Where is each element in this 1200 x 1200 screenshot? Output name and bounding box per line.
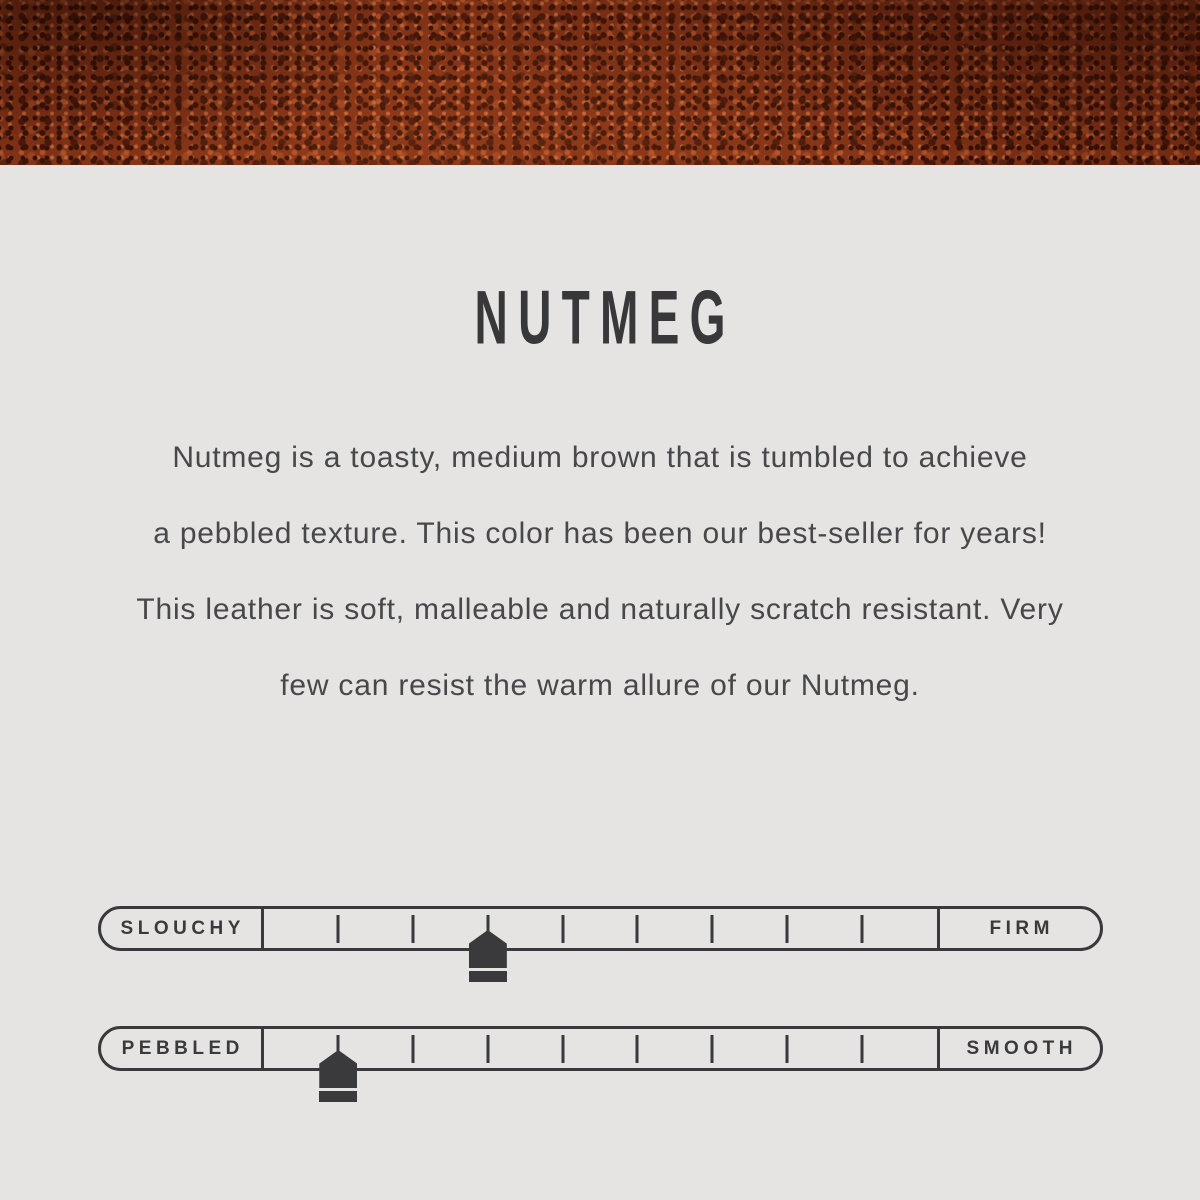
- marker-pointer-icon: [319, 1050, 357, 1088]
- scale-tick: [412, 915, 415, 943]
- marker-base-icon: [319, 1091, 357, 1102]
- scale-left-label-text: SLOUCHY: [120, 917, 245, 939]
- texture-scale-track: [264, 1029, 937, 1068]
- scale-tick: [785, 1035, 788, 1063]
- scale-tick: [860, 915, 863, 943]
- marker-base-icon: [469, 971, 507, 982]
- scale-tick: [860, 1035, 863, 1063]
- description-line: a pebbled texture. This color has been our best-seller for years!: [153, 517, 1047, 550]
- page-title: [0, 275, 1200, 361]
- scale-tick: [412, 1035, 415, 1063]
- scale-tick: [785, 915, 788, 943]
- scale-left-label-text: PEBBLED: [121, 1037, 244, 1059]
- scale-tick: [337, 915, 340, 943]
- scale-right-label-text: SMOOTH: [966, 1037, 1077, 1059]
- scale-tick: [561, 1035, 564, 1063]
- scale-tick: [711, 915, 714, 943]
- description-line: Nutmeg is a toasty, medium brown that is tumbled to achieve: [172, 441, 1028, 474]
- texture-scale: [98, 1026, 1103, 1071]
- firmness-scale-marker: [469, 930, 507, 982]
- scale-right-label-text: FIRM: [989, 917, 1054, 939]
- scale-tick: [636, 1035, 639, 1063]
- firmness-scale: [98, 906, 1103, 951]
- leather-texture-image: [0, 0, 1200, 165]
- page-title-text: NUTMEG: [474, 275, 736, 361]
- scale-tick: [561, 915, 564, 943]
- scale-right-label: [937, 909, 1100, 948]
- scale-left-label: [101, 1029, 264, 1068]
- texture-scale-marker: [319, 1050, 357, 1102]
- scale-tick: [711, 1035, 714, 1063]
- marker-pointer-icon: [469, 930, 507, 968]
- scale-tick: [636, 915, 639, 943]
- description: [0, 420, 1200, 724]
- description-line: few can resist the warm allure of our Nutmeg.: [280, 669, 920, 702]
- firmness-scale-track: [264, 909, 937, 948]
- description-line: This leather is soft, malleable and naturally scratch resistant. Very: [136, 593, 1064, 626]
- scale-left-label: [101, 909, 264, 948]
- scale-tick: [486, 1035, 489, 1063]
- scale-right-label: [937, 1029, 1100, 1068]
